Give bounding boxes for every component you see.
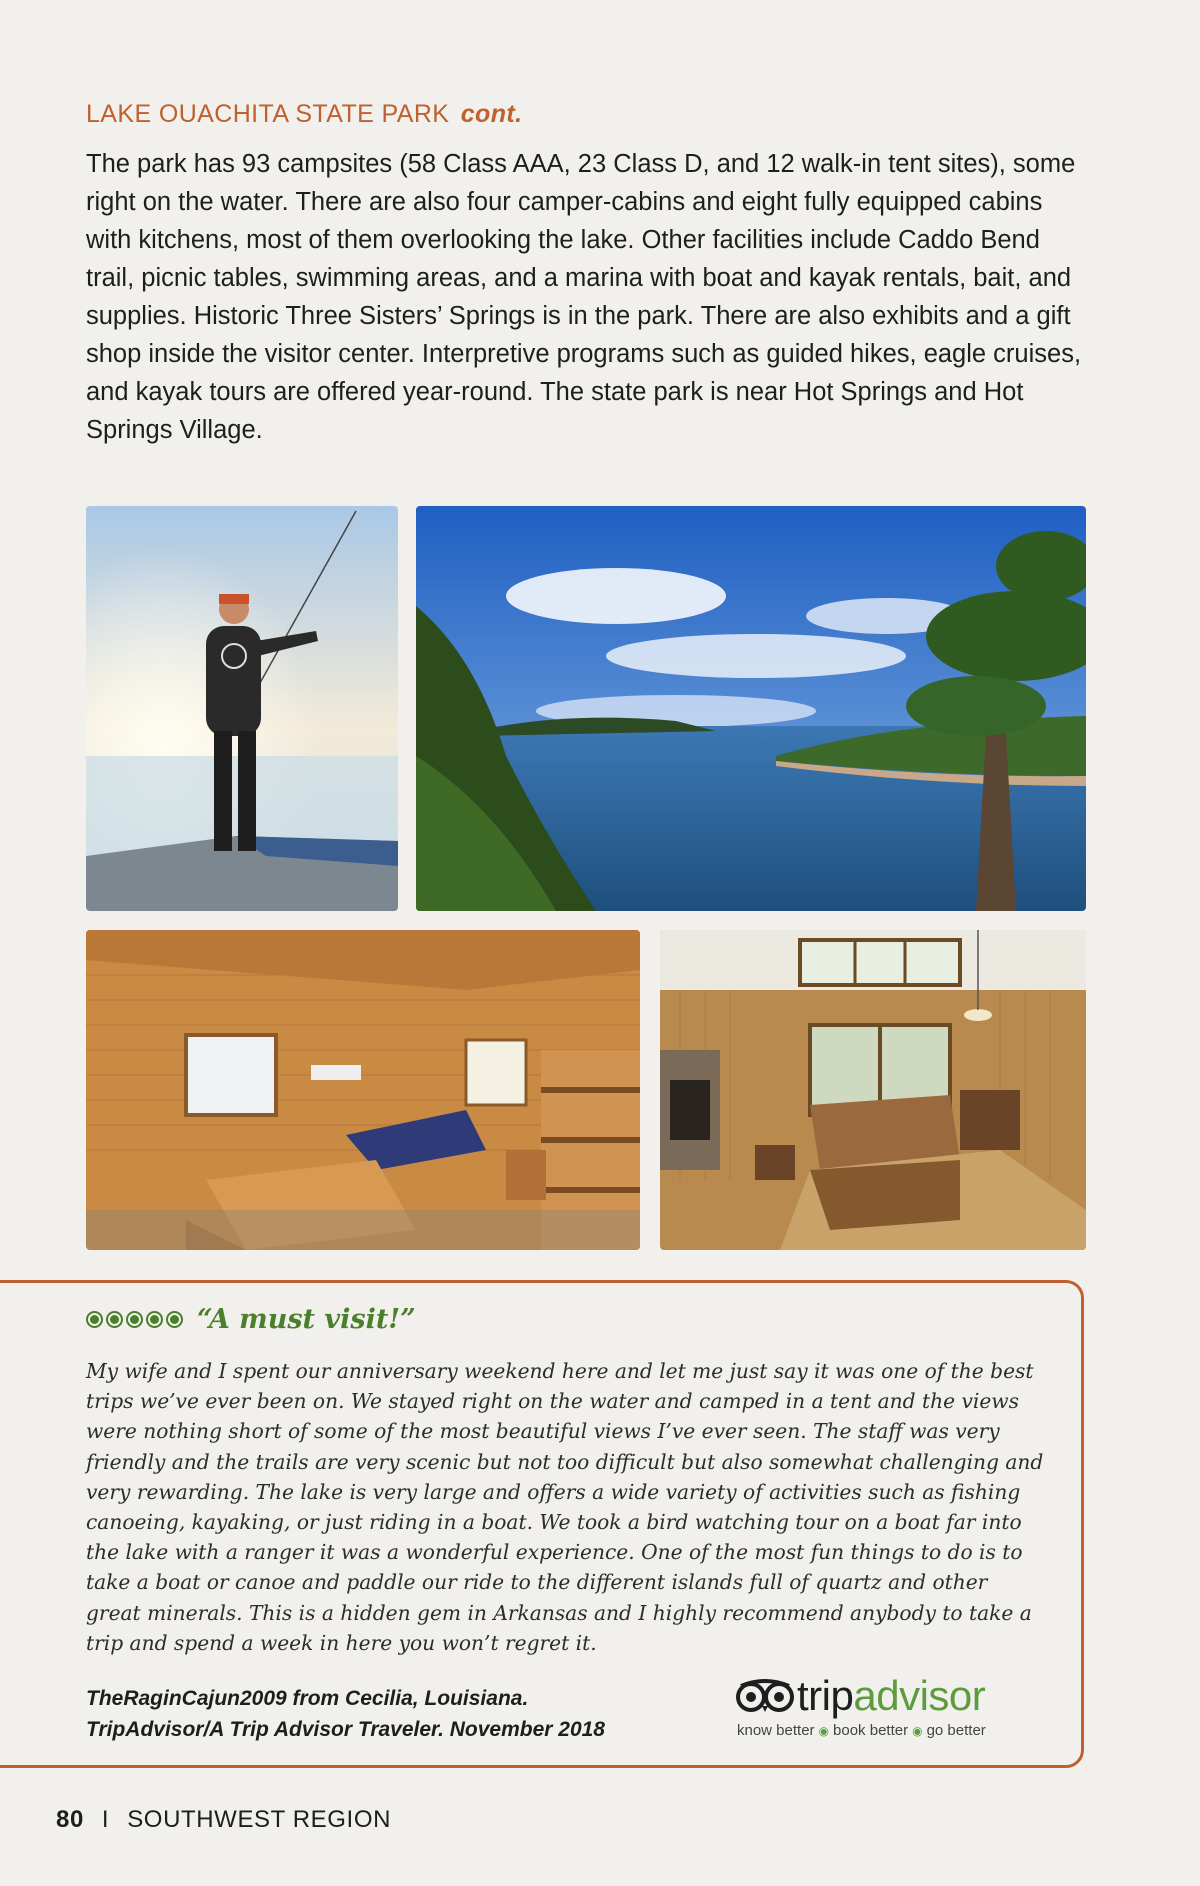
tripadvisor-word-advisor: advisor [853, 1672, 986, 1719]
review-text: My wife and I spent our anniversary weekend here and let me just say it was one of the best trips we’ve ever been on. We stayed right on the water and camped in a tent and the views were nothing short of some of the most beautiful views I’ve ever seen. The staff was very friendly and the trails are very scenic but not too difficult but also somewhat challenging and very rewarding. The lake is very large and offers a wide variety of activities such as fishing canoeing, kayaking, or just riding in a boat. We took a bird watching tour on a boat far into the lake with a ranger it was a wonderful experience. One of the most fun things to do is to take a boat or canoe and paddle our ride to the different islands full of quartz and other great minerals. This is a hidden gem in Arkansas and I highly recommend anybody to take a trip and spend a week in here you won’t regret it. [86, 1359, 1044, 1655]
rating-bubble-icon [106, 1311, 123, 1328]
angler-photo [86, 506, 398, 911]
reviewer-name: TheRaginCajun2009 from Cecilia, Louisiana. [86, 1687, 529, 1710]
rating-bubble-icon [146, 1311, 163, 1328]
footer-region: SOUTHWEST REGION [127, 1806, 392, 1833]
rating-bubble-icon [126, 1311, 143, 1328]
footer-separator: I [101, 1806, 110, 1833]
rating-bubbles [86, 1311, 183, 1328]
cabin-living-room-photo [660, 930, 1086, 1250]
section-title: LAKE OUACHITA STATE PARK [86, 100, 450, 128]
cabin-bedroom-photo [86, 930, 640, 1250]
section-heading [86, 100, 522, 129]
tripadvisor-logo [735, 1672, 1025, 1746]
page-number: 80 [56, 1806, 84, 1833]
page-footer [56, 1806, 391, 1834]
tagline-book-better: book better [833, 1722, 909, 1739]
tripadvisor-owl-icon [735, 1678, 795, 1714]
lake-view-photo [416, 506, 1086, 911]
section-title-suffix: cont. [460, 100, 523, 128]
review-rating [86, 1302, 416, 1336]
review-attribution [86, 1683, 605, 1745]
tripadvisor-word-trip: trip [797, 1672, 854, 1719]
section-body: The park has 93 campsites (58 Class AAA, 23 Class D, and 12 walk-in tent sites), some right on the water. There are also four camper-cabins and eight fully equipped cabins with kitchens, most of them overlooking the lake. Other facilities include Caddo Bend trail, picnic tables, swimming areas, and a marina with boat and kayak rentals, bait, and supplies. Historic Three Sisters’ Springs is in the park. There are also exhibits and a gift shop inside the visitor center. Interpretive programs such as guided hikes, eagle cruises, and kayak tours are offered year-round. The state park is near Hot Springs and Hot Springs Village. [86, 150, 1082, 444]
tagline-go-better: go better [926, 1722, 986, 1739]
review-source: TripAdvisor/A Trip Advisor Traveler. November 2018 [86, 1718, 605, 1741]
rating-bubble-icon [166, 1311, 183, 1328]
tagline-know-better: know better [737, 1722, 815, 1739]
tripadvisor-tagline: know better ◉ book better ◉ go better [737, 1722, 986, 1739]
rating-bubble-icon [86, 1311, 103, 1328]
review-title: “A must visit!” [197, 1303, 416, 1335]
